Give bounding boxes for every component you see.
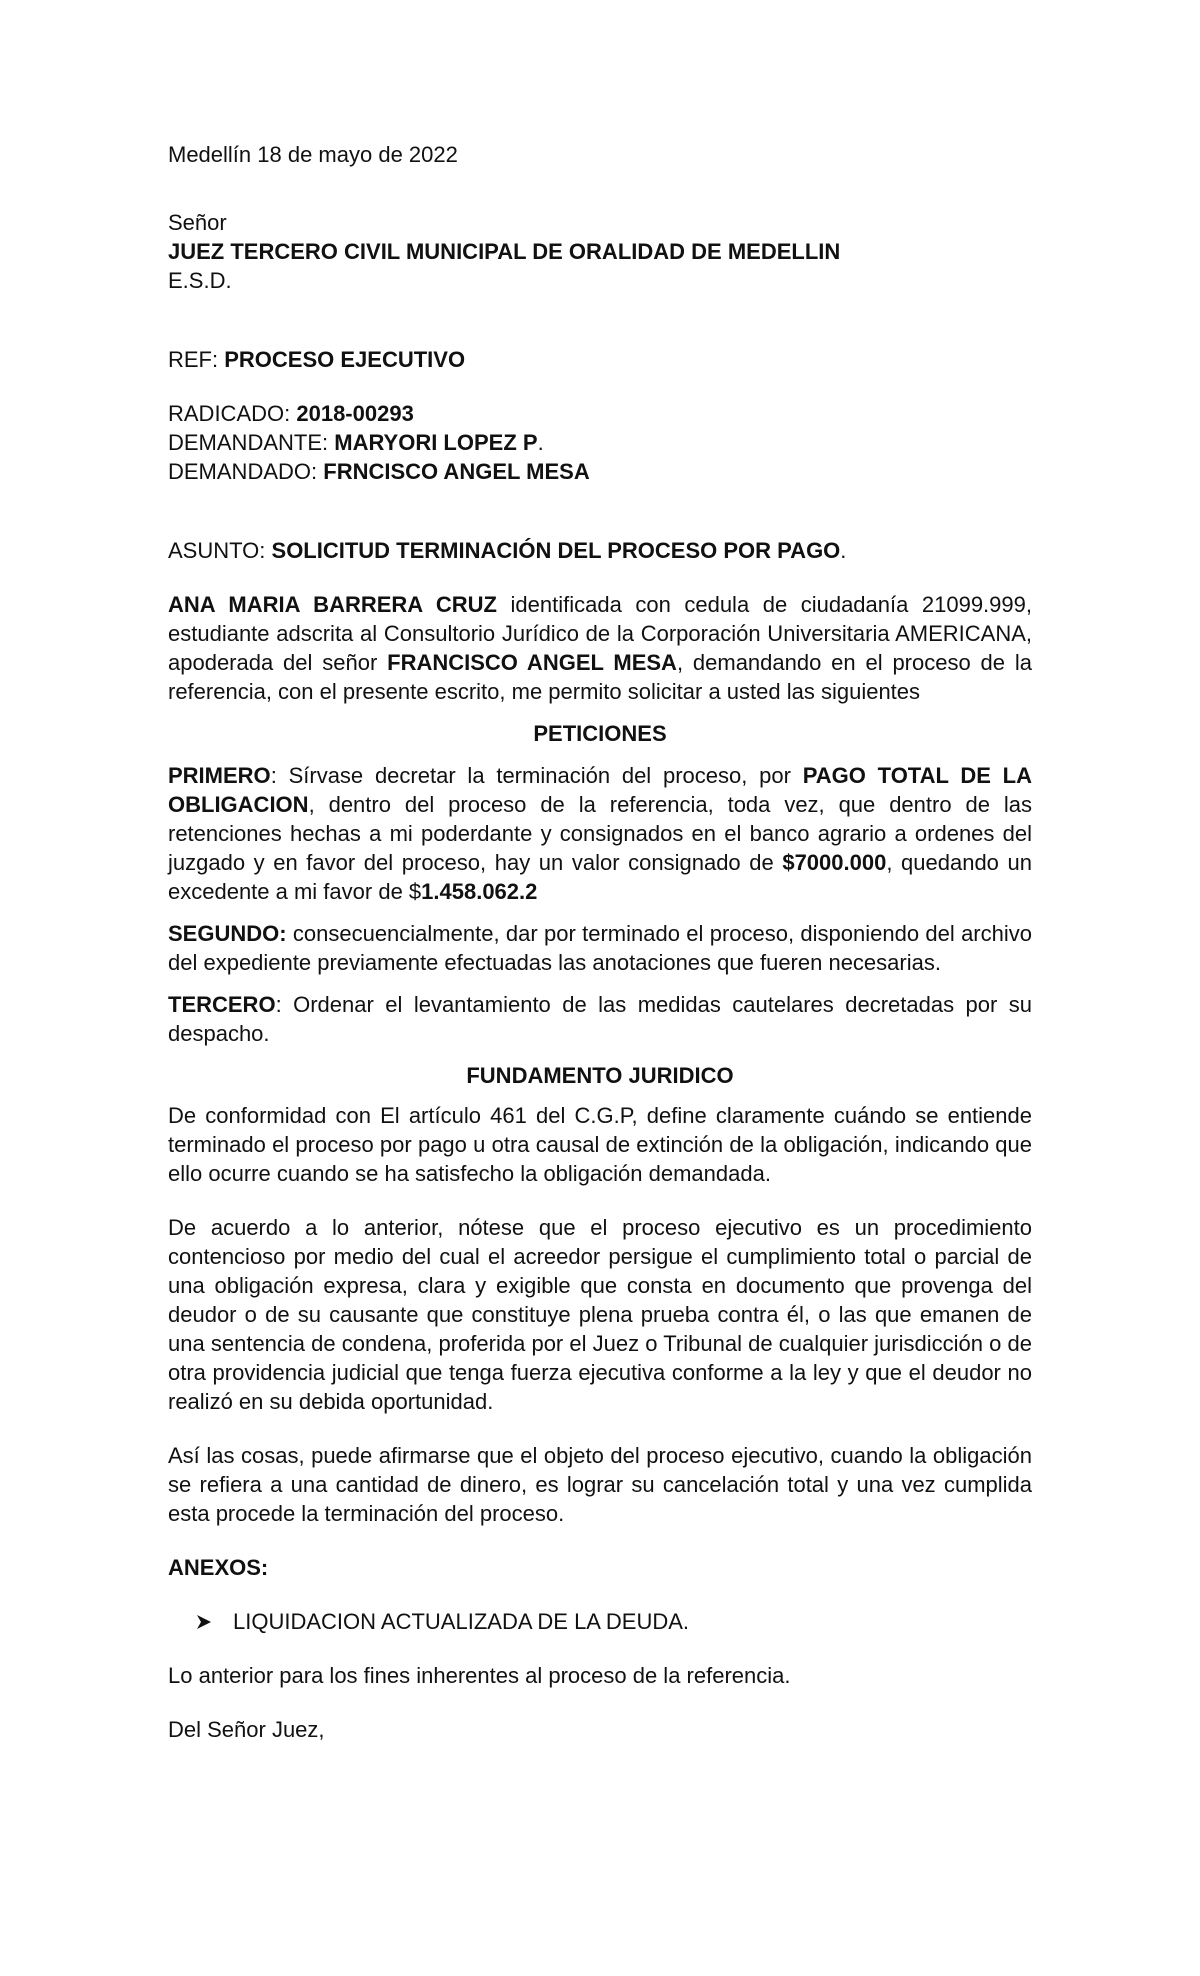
salutation: Señor (168, 210, 227, 235)
demandado-line (168, 457, 1032, 486)
annex-item-label: LIQUIDACION ACTUALIZADA DE LA DEUDA. (233, 1609, 690, 1634)
first-text-1: : Sírvase decretar la terminación del proceso, por (270, 763, 803, 788)
first-bold: PAGO TOTAL DE LA OBLIGACION (168, 763, 1032, 817)
ref-value: PROCESO EJECUTIVO (224, 347, 466, 372)
legal-basis-heading: FUNDAMENTO JURIDICO (466, 1063, 734, 1088)
ref-line (168, 345, 1032, 374)
demandado-label: DEMANDADO: (168, 459, 324, 484)
subject-value: SOLICITUD TERMINACIÓN DEL PROCESO POR PAGO (271, 538, 841, 563)
demandante-value: MARYORI LOPEZ P (334, 430, 538, 455)
petition-third (168, 990, 1032, 1048)
subject-tail: . (840, 538, 847, 563)
radicado-line (168, 399, 1032, 428)
closing-line: Lo anterior para los fines inherentes al proceso de la referencia. (168, 1663, 791, 1688)
subject-line (168, 536, 1032, 565)
client-name: FRANCISCO ANGEL MESA (387, 650, 677, 675)
legal-paragraph-2: De acuerdo a lo anterior, nótese que el proceso ejecutivo es un procedimiento contencioso por medio del cual el acreedor persigue el cumplimiento total o parcial de una obligación expresa, clara y exigible que consta en documento que provenga del deudor o de su causante que constituye plena prueba contra él, o las que emanen de una sentencia de condena, proferida por el Juez o Tribunal de cualquier jurisdicción o de otra providencia judicial que tenga fuerza ejecutiva conforme a la ley y que el deudor no realizó en su debida oportunidad. (168, 1215, 1032, 1414)
second-label: SEGUNDO: (168, 921, 287, 946)
demandado-value: FRNCISCO ANGEL MESA (323, 459, 590, 484)
second-text: consecuencialmente, dar por terminado el proceso, disponiendo del archivo del expediente previamente efectuadas las anotaciones que fueren necesarias. (168, 921, 1032, 975)
first-amount-2: 1.458.062.2 (421, 879, 538, 904)
recipient-name: JUEZ TERCERO CIVIL MUNICIPAL DE ORALIDAD DE MEDELLIN (168, 239, 841, 264)
attorney-name: ANA MARIA BARRERA CRUZ (168, 592, 497, 617)
petitions-heading: PETICIONES (533, 721, 667, 746)
demandante-tail: . (537, 430, 544, 455)
recipient (168, 237, 1032, 266)
radicado-label: RADICADO: (168, 401, 297, 426)
legal-paragraph-3: Así las cosas, puede afirmarse que el objeto del proceso ejecutivo, cuando la obligación se refiera a una cantidad de dinero, es lograr su cancelación total y una vez cumplida esta procede la terminación del proceso. (168, 1443, 1032, 1526)
radicado-value: 2018-00293 (296, 401, 414, 426)
intro-text-2: , demandando en el proceso de la referencia, con el presente escrito, me permito solicitar a usted las siguientes (168, 650, 1032, 704)
letter-page (168, 140, 1032, 1744)
list-item (168, 1607, 1032, 1636)
third-text: : Ordenar el levantamiento de las medidas cautelares decretadas por su despacho. (168, 992, 1032, 1046)
first-text-2: , dentro del proceso de la referencia, toda vez, que dentro de las retenciones hechas a mi poderdante y consignados en el banco agrario a ordenes del juzgado y en favor del proceso, hay un valor consignado de (168, 792, 1032, 875)
first-amount: $7000.000 (782, 850, 887, 875)
annexes-heading-text: ANEXOS: (168, 1555, 269, 1580)
closing-salutation: Del Señor Juez, (168, 1717, 325, 1742)
intro-text-1: identificada con cedula de ciudadanía 21099.999, estudiante adscrita al Consultorio Jurídico de la Corporación Universitaria AMERICANA, apoderada del señor (168, 592, 1032, 675)
annexes-heading (168, 1553, 1032, 1582)
petition-first (168, 761, 1032, 906)
arrowhead-bullet-icon (196, 1607, 218, 1636)
demandante-label: DEMANDANTE: (168, 430, 335, 455)
first-label: PRIMERO (168, 763, 271, 788)
date-line: Medellín 18 de mayo de 2022 (168, 142, 458, 167)
petition-second (168, 919, 1032, 977)
ref-label: REF: (168, 347, 225, 372)
demandante-line (168, 428, 1032, 457)
intro-paragraph (168, 590, 1032, 706)
third-label: TERCERO (168, 992, 276, 1017)
esd-line: E.S.D. (168, 268, 232, 293)
subject-label: ASUNTO: (168, 538, 272, 563)
legal-paragraph-1: De conformidad con El artículo 461 del C.G.P, define claramente cuándo se entiende terminado el proceso por pago u otra causal de extinción de la obligación, indicando que ello ocurre cuando se ha satisfecho la obligación demandada. (168, 1103, 1032, 1186)
first-text-3: , quedando un excedente a mi favor de $ (168, 850, 1032, 904)
